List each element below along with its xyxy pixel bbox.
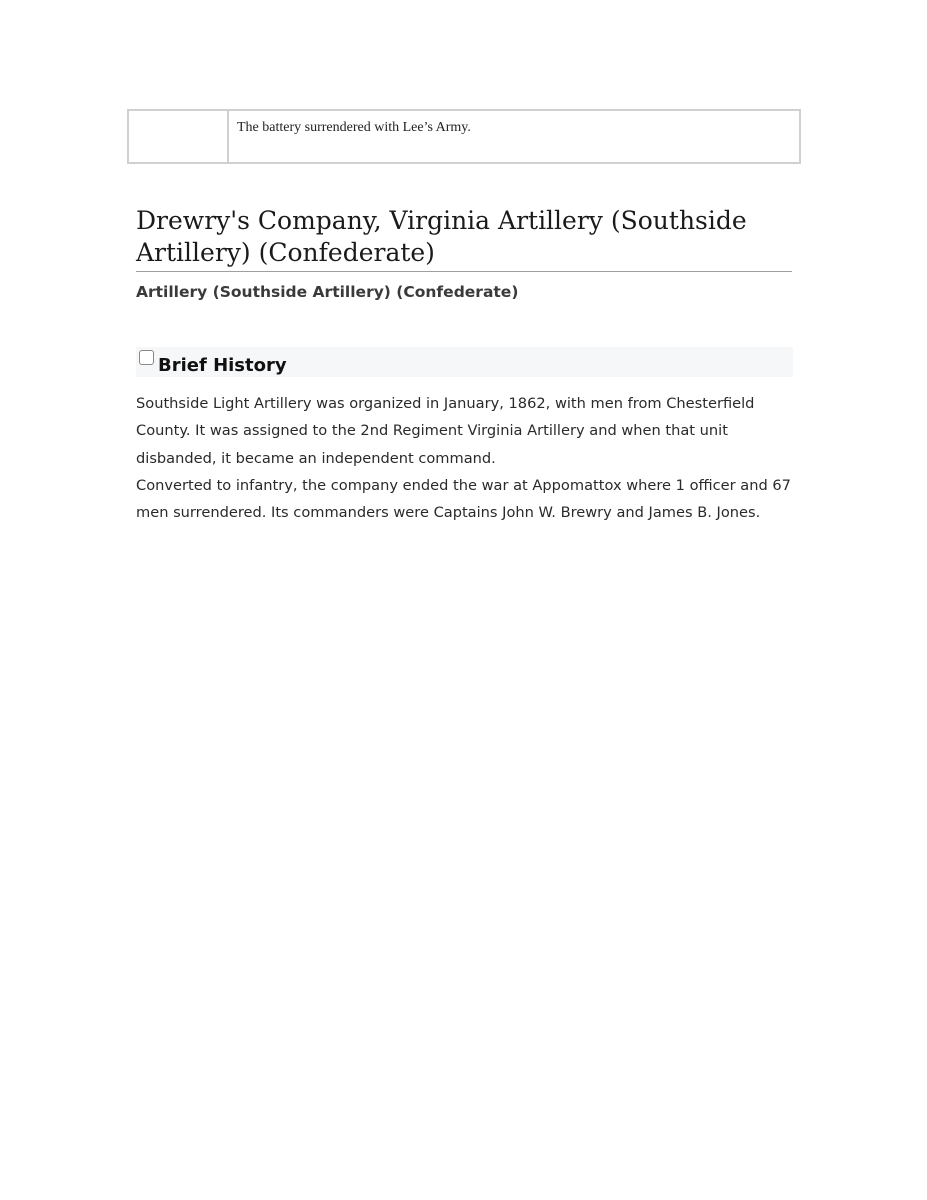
- section-body: [136, 390, 796, 526]
- page-title: Drewry's Company, Virginia Artillery (Southside Artillery) (Confederate): [136, 205, 792, 272]
- table-cell-right: The battery surrendered with Lee’s Army.: [237, 120, 471, 135]
- page-subtitle: Artillery (Southside Artillery) (Confederate): [136, 283, 519, 301]
- paragraph: Converted to infantry, the company ended the war at Appomattox where 1 officer and 67 men surrendered. Its commanders were Captains John W. Brewry and James B. Jones.: [136, 476, 791, 522]
- section-header-brief-history[interactable]: [136, 347, 793, 377]
- collapse-toggle-icon[interactable]: [139, 350, 154, 365]
- table-cell-left: [129, 111, 229, 162]
- history-table-row: [127, 109, 801, 164]
- paragraph: Southside Light Artillery was organized in January, 1862, with men from Chesterfield County. It was assigned to the 2nd Regiment Virginia Artillery and when that unit disbanded, it became an independent command.: [136, 395, 755, 467]
- section-title: Brief History: [158, 355, 287, 376]
